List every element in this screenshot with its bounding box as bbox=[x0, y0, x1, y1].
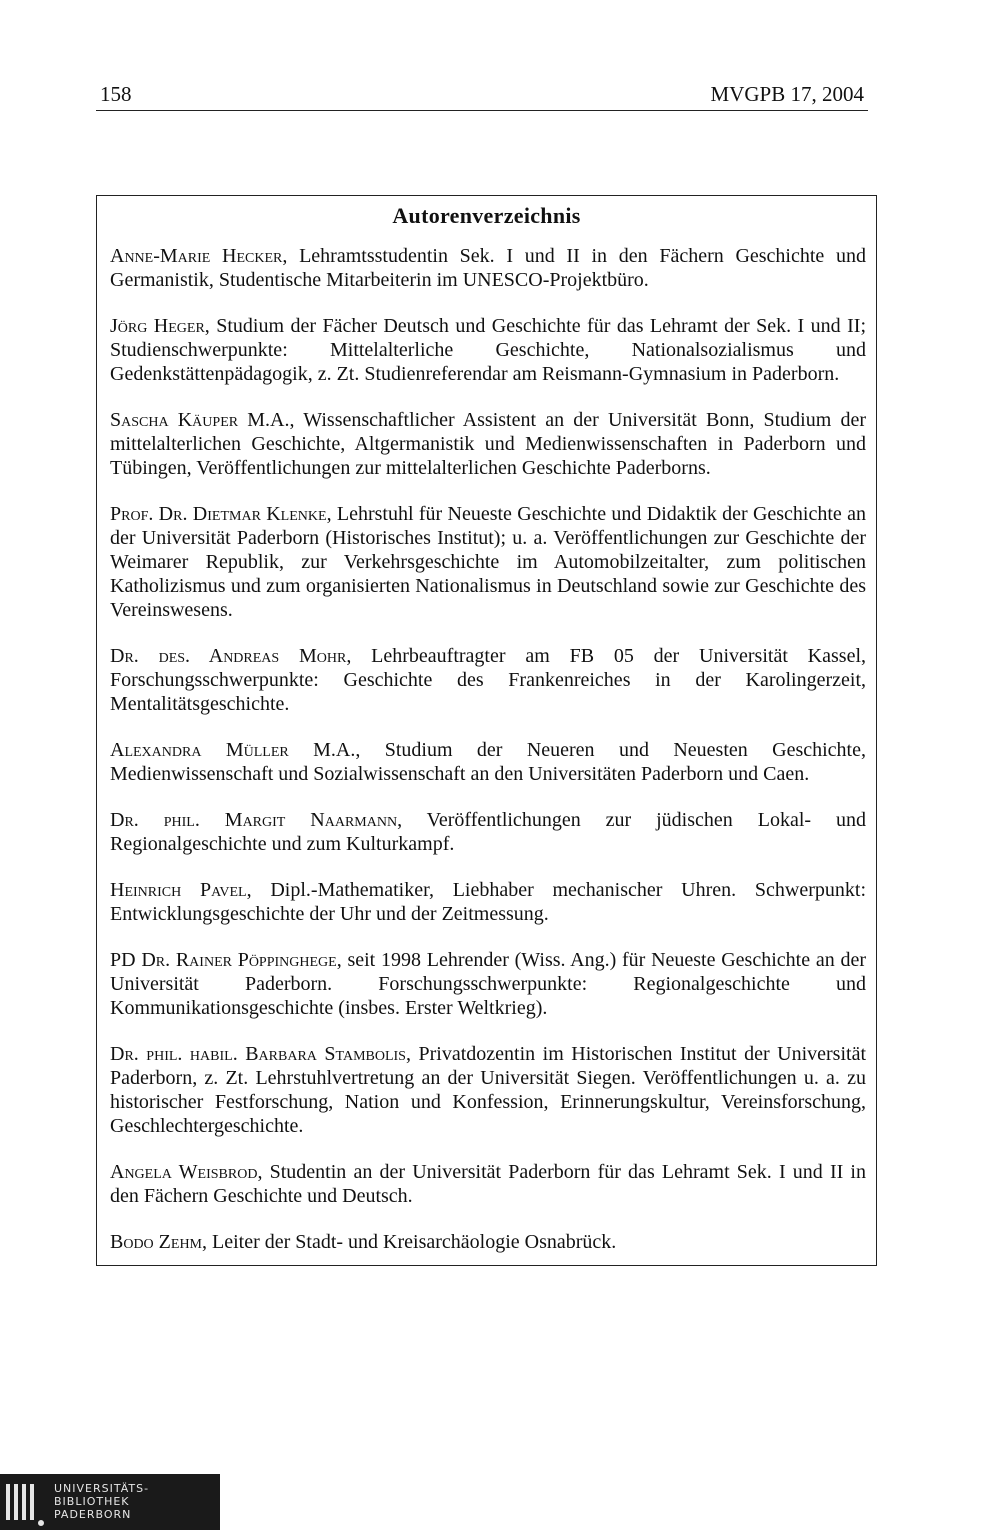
author-name: Prof. Dr. Dietmar Klenke bbox=[110, 503, 327, 525]
author-description: , seit 1998 Lehrender (Wiss. Ang.) für Neueste Geschichte an der Universität Paderborn. Forschungsschwerpunkte: Regionalgeschichte und Kommunikationsgeschichte (insbes. Erster Weltkrieg). bbox=[110, 949, 866, 1019]
journal-reference: MVGPB 17, 2004 bbox=[710, 82, 864, 106]
author-description: , Veröffentlichungen zur jüdischen Lokal- und Regionalgeschichte und zum Kulturkampf. bbox=[110, 809, 866, 855]
author-entry bbox=[110, 502, 866, 622]
section-title: Autorenverzeichnis bbox=[392, 203, 581, 228]
library-logo-dot-icon bbox=[38, 1520, 44, 1526]
library-logo-bars-icon bbox=[6, 1484, 40, 1520]
library-logo bbox=[0, 1474, 220, 1530]
author-name: Heinrich Pavel bbox=[110, 879, 247, 901]
author-entry bbox=[110, 644, 866, 716]
author-name: Dr. phil. Margit Naarmann bbox=[110, 809, 398, 831]
author-description: , Lehrstuhl für Neueste Geschichte und Didaktik der Geschichte an der Universität Paderborn (Historisches Institut); u. a. Veröffentlichungen zur Geschichte der Weimarer Republik, zur Verkehrsgeschichte im Automobilzeitalter, zum politischen Katholizismus und zum organisierten Nationalismus in Deutschland sowie zur Geschichte des Vereinswesens. bbox=[110, 503, 866, 621]
author-name: Alexandra Müller M.A. bbox=[110, 739, 356, 761]
author-entry bbox=[110, 808, 866, 856]
author-entry bbox=[110, 1160, 866, 1208]
author-name: Sascha Käuper M.A. bbox=[110, 409, 290, 431]
author-name: Dr. des. Andreas Mohr bbox=[110, 645, 347, 667]
running-header bbox=[96, 82, 868, 111]
author-entry bbox=[110, 1230, 866, 1254]
author-entry bbox=[110, 244, 866, 292]
author-entry bbox=[110, 878, 866, 926]
author-description: , Dipl.-Mathematiker, Liebhaber mechanischer Uhren. Schwerpunkt: Entwicklungsgeschichte der Uhr und der Zeitmessung. bbox=[110, 879, 866, 925]
author-description: , Lehrbeauftragter am FB 05 der Universität Kassel, Forschungsschwerpunkte: Geschichte des Frankenreiches in der Karolingerzeit, Mentalitätsgeschichte. bbox=[110, 645, 867, 715]
author-description: , Privatdozentin im Historischen Institut der Universität Paderborn, z. Zt. Lehrstuhlvertretung an der Universität Siegen. Veröffentlichungen u. a. zu historischer Festforschung, Nation und Konfession, Erinnerungskultur, Vereinsforschung, Geschlechtergeschichte. bbox=[110, 1043, 866, 1137]
author-name: Angela Weisbrod bbox=[110, 1161, 258, 1183]
author-entry bbox=[110, 948, 866, 1020]
author-entries bbox=[110, 244, 866, 1276]
library-logo-text: UNIVERSITÄTS- BIBLIOTHEK PADERBORN bbox=[54, 1482, 150, 1521]
page-number: 158 bbox=[100, 82, 132, 106]
author-entry bbox=[110, 314, 866, 386]
author-name: Jörg Heger bbox=[110, 315, 205, 337]
author-description: , Wissenschaftlicher Assistent an der Universität Bonn, Studium der mittelalterlichen Geschichte, Altgermanistik und Medienwissenschaften in Paderborn und Tübingen, Veröffentlichungen zur mittelalterlichen Geschichte Paderborns. bbox=[110, 409, 866, 479]
author-description: , Studentin an der Universität Paderborn für das Lehramt Sek. I und II in den Fächern Geschichte und Deutsch. bbox=[110, 1161, 866, 1207]
author-description: , Studium der Fächer Deutsch und Geschichte für das Lehramt der Sek. I und II; Studienschwerpunkte: Mittelalterliche Geschichte, Nationalsozialismus und Gedenkstättenpädagogik, z. Zt. Studienreferendar am Reismann-Gymnasium in Paderborn. bbox=[110, 315, 866, 385]
author-entry bbox=[110, 1042, 866, 1138]
author-description: , Lehramtsstudentin Sek. I und II in den Fächern Geschichte und Germanistik, Studentische Mitarbeiterin im UNESCO-Projektbüro. bbox=[110, 245, 866, 291]
author-description: , Studium der Neueren und Neuesten Geschichte, Medienwissenschaft und Sozialwissenschaft an den Universitäten Paderborn und Caen. bbox=[110, 739, 866, 785]
author-name: Anne-Marie Hecker bbox=[110, 245, 283, 267]
author-name: Bodo Zehm bbox=[110, 1231, 202, 1253]
author-entry bbox=[110, 408, 866, 480]
author-entry bbox=[110, 738, 866, 786]
author-name: PD Dr. Rainer Pöppinghege bbox=[110, 949, 337, 971]
author-name: Dr. phil. habil. Barbara Stambolis bbox=[110, 1043, 406, 1065]
author-description: , Leiter der Stadt- und Kreisarchäologie Osnabrück. bbox=[202, 1231, 617, 1253]
